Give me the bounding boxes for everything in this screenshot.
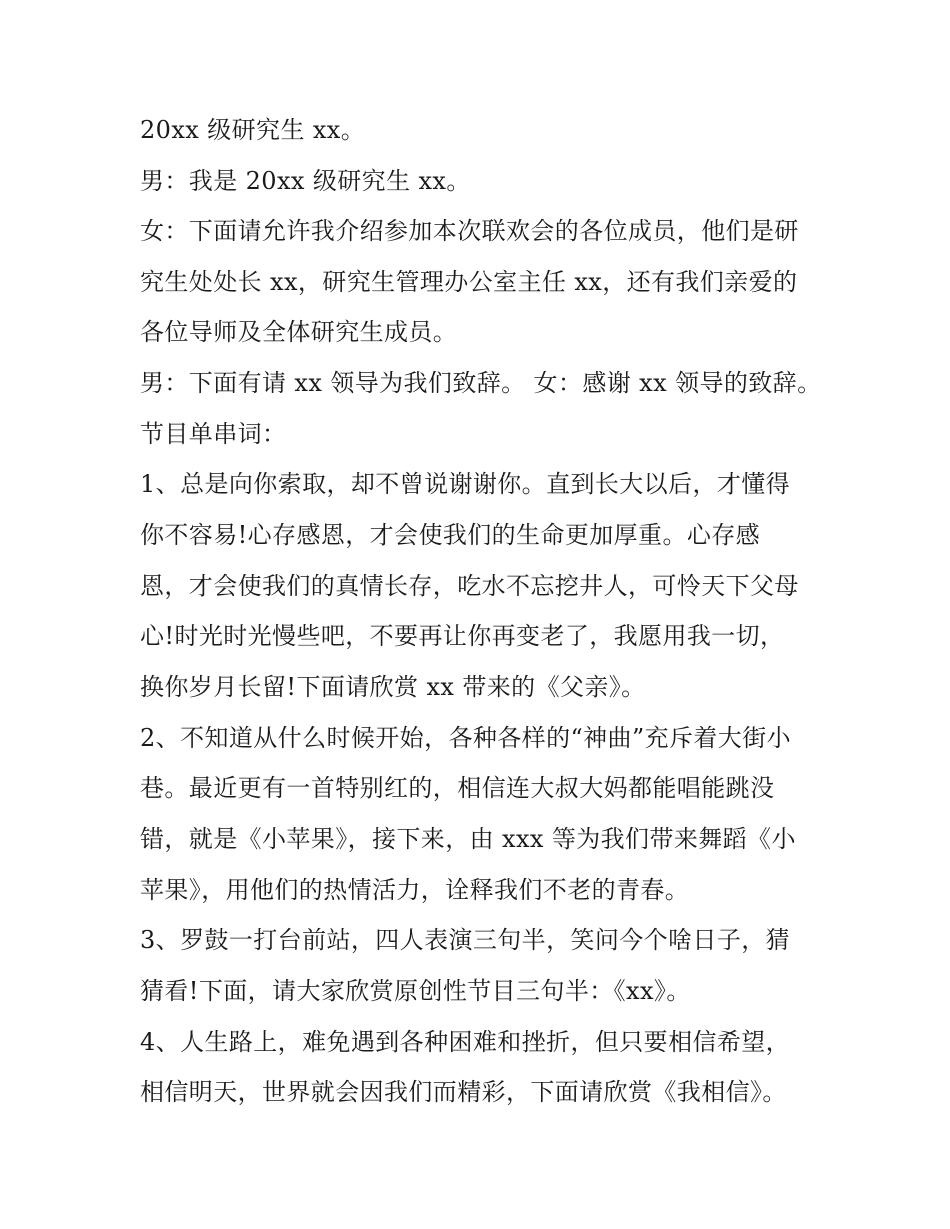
- text-line: 4、人生路上，难免遇到各种困难和挫折，但只要相信希望，: [140, 1028, 791, 1056]
- text-line: 猜看!下面，请大家欣赏原创性节目三句半：《xx》。: [140, 977, 691, 1005]
- text-line: 2、不知道从什么时候开始，各种各样的“神曲”充斥着大街小: [140, 724, 792, 752]
- text-line: 各位导师及全体研究生成员。: [140, 318, 458, 346]
- text-line: 3、罗鼓一打台前站，四人表演三句半，笑问今个啥日子，猜: [140, 926, 791, 954]
- text-line: 相信明天，世界就会因我们而精彩，下面请欣赏《我相信》。: [140, 1078, 787, 1106]
- text-line: 20xx 级研究生 xx。: [140, 116, 366, 144]
- text-line: 苹果》，用他们的热情活力，诠释我们不老的青春。: [140, 876, 690, 904]
- text-line: 1、总是向你索取，却不曾说谢谢你。直到长大以后，才懂得: [140, 470, 791, 498]
- text-line: 恩，才会使我们的真情长存，吃水不忘挖井人，可怜天下父母: [140, 572, 799, 600]
- section-heading: 节目单串词：: [140, 420, 287, 448]
- text-line: 男：下面有请 xx 领导为我们致辞。 女：感谢 xx 领导的致辞。: [140, 369, 822, 397]
- text-line: 心!时光时光慢些吧，不要再让你再变老了，我愿用我一切，: [140, 622, 785, 650]
- text-line: 巷。最近更有一首特别红的，相信连大叔大妈都能唱能跳没: [140, 774, 775, 802]
- text-line: 你不容易!心存感恩，才会使我们的生命更加厚重。心存感: [140, 521, 761, 549]
- text-line: 换你岁月长留!下面请欣赏 xx 带来的《父亲》。: [140, 673, 646, 701]
- text-line: 女：下面请允许我介绍参加本次联欢会的各位成员，他们是研: [140, 217, 799, 245]
- text-line: 究生处处长 xx，研究生管理办公室主任 xx，还有我们亲爱的: [140, 268, 798, 296]
- text-line: 男：我是 20xx 级研究生 xx。: [140, 167, 471, 195]
- text-line: 错，就是《小苹果》，接下来，由 xxx 等为我们带来舞蹈《小: [140, 825, 796, 853]
